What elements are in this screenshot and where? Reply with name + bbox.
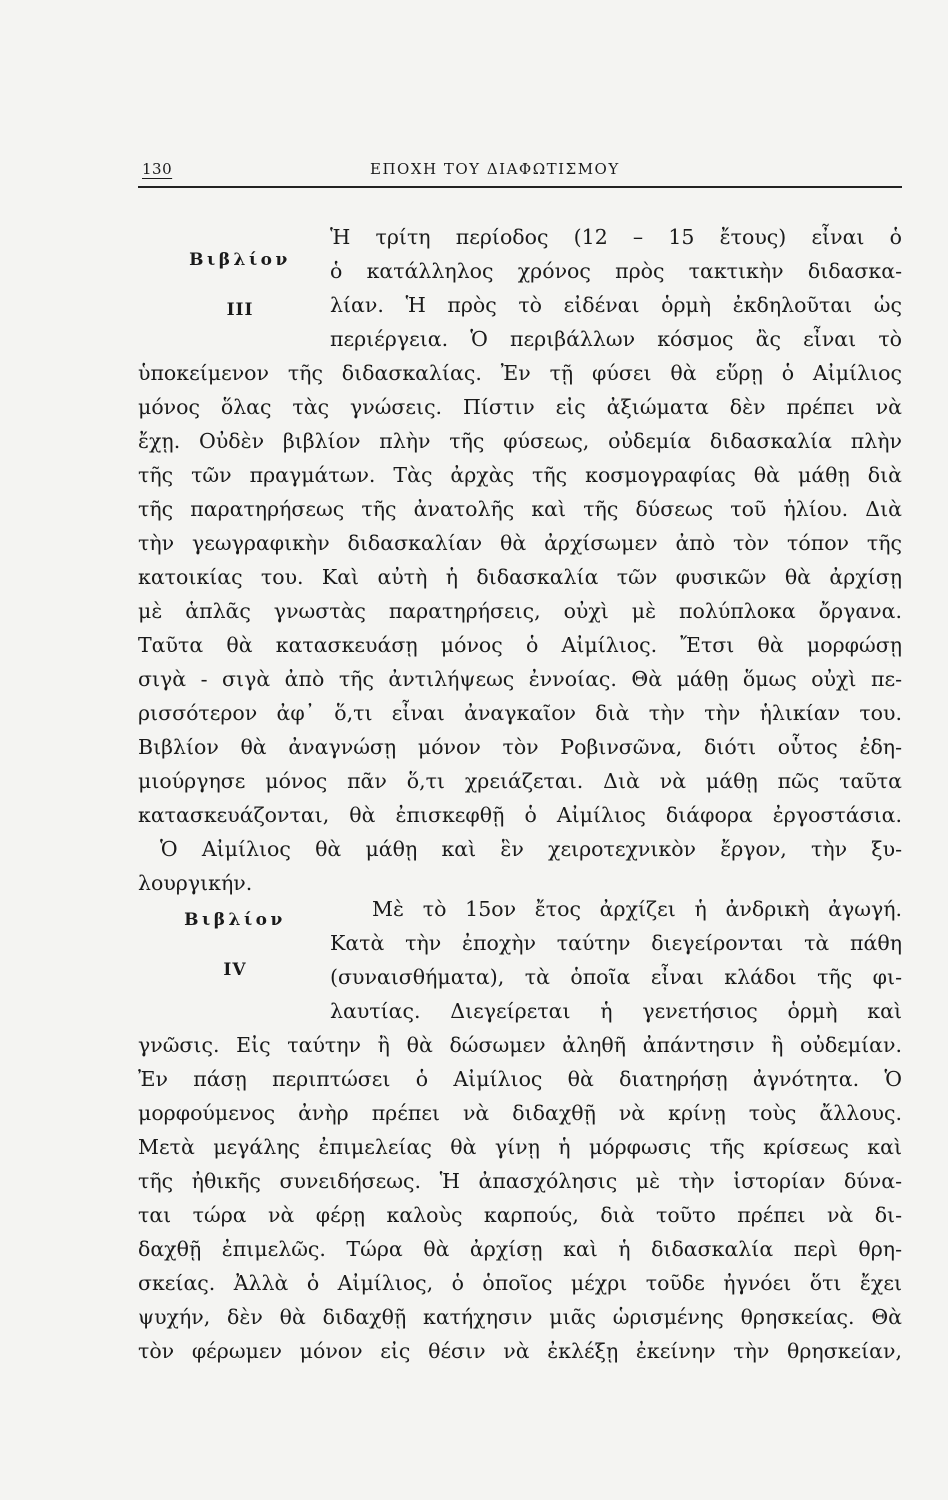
page-number: 130: [142, 160, 173, 178]
margin-note-label: Βιβλίον: [189, 250, 291, 270]
text-line: λουργικήν.: [138, 871, 253, 895]
text-line: ψυχήν, δὲν θὰ διδαχθῇ κατήχησιν μιᾶς ὡρισμένης θρησκείας. Θὰ: [138, 1305, 902, 1329]
text-line: Μὲ τὸ 15ον ἔτος ἀρχίζει ἡ ἀνδρικὴ ἀγωγή.: [372, 897, 902, 921]
text-line: Μετὰ μεγάλης ἐπιμελείας θὰ γίνῃ ἡ μόρφωσις τῆς κρίσεως καὶ: [138, 1135, 902, 1159]
text-line: μιούργησε μόνος πᾶν ὅ,τι χρειάζεται. Διὰ νὰ μάθῃ πῶς ταῦτα: [138, 769, 902, 793]
text-line: σκείας. Ἀλλὰ ὁ Αἰμίλιος, ὁ ὁποῖος μέχρι τοῦδε ἠγνόει ὅτι ἔχει: [138, 1271, 902, 1295]
text-line: ὁ κατάλληλος χρόνος πρὸς τακτικὴν διδασκα-: [330, 259, 902, 283]
text-line: μὲ ἁπλᾶς γνωστὰς παρατηρήσεις, οὐχὶ μὲ πολύπλοκα ὄργανα.: [138, 599, 902, 623]
margin-note-number: III: [226, 300, 254, 320]
text-line: Κατὰ τὴν ἐποχὴν ταύτην διεγείρονται τὰ πάθη: [330, 931, 902, 955]
margin-note-number: IV: [223, 960, 247, 980]
text-line: ὑποκείμενον τῆς διδασκαλίας. Ἐν τῇ φύσει θὰ εὕρῃ ὁ Αἰμίλιος: [138, 361, 902, 385]
text-line: τῆς τῶν πραγμάτων. Τὰς ἀρχὰς τῆς κοσμογραφίας θὰ μάθῃ διὰ: [138, 463, 902, 487]
text-line: ρισσότερον ἀφ᾽ ὅ,τι εἶναι ἀναγκαῖον διὰ τὴν τὴν ἡλικίαν του.: [138, 701, 902, 725]
text-line: λαυτίας. Διεγείρεται ἡ γενετήσιος ὁρμὴ καὶ: [330, 999, 902, 1023]
text-line: γνῶσις. Εἰς ταύτην ἢ θὰ δώσωμεν ἀληθῆ ἀπάντησιν ἢ οὐδεμίαν.: [138, 1033, 902, 1057]
text-line: σιγὰ - σιγὰ ἀπὸ τῆς ἀντιλήψεως ἐννοίας. Θὰ μάθῃ ὅμως οὐχὶ πε-: [138, 667, 902, 691]
running-head-title: ΕΠΟΧΗ ΤΟΥ ΔΙΑΦΩΤΙΣΜΟΥ: [370, 160, 620, 178]
text-line: Ταῦτα θὰ κατασκευάσῃ μόνος ὁ Αἰμίλιος. Ἔτσι θὰ μορφώσῃ: [138, 633, 902, 657]
text-line: κατασκευάζονται, θὰ ἐπισκεφθῇ ὁ Αἰμίλιος διάφορα ἐργοστάσια.: [138, 803, 902, 827]
text-line: τὴν γεωγραφικὴν διδασκαλίαν θὰ ἀρχίσωμεν ἀπὸ τὸν τόπον τῆς: [138, 531, 902, 555]
running-head: [138, 156, 902, 188]
text-line: (συναισθήματα), τὰ ὁποῖα εἶναι κλάδοι τῆς φι-: [330, 965, 902, 989]
text-line: λίαν. Ἡ πρὸς τὸ εἰδέναι ὁρμὴ ἐκδηλοῦται ὡς: [330, 293, 902, 317]
text-line: δαχθῇ ἐπιμελῶς. Τώρα θὰ ἀρχίσῃ καὶ ἡ διδασκαλία περὶ θρη-: [138, 1237, 902, 1261]
text-line: Ἐν πάσῃ περιπτώσει ὁ Αἰμίλιος θὰ διατηρήσῃ ἀγνότητα. Ὁ: [138, 1067, 902, 1091]
text-line: κατοικίας του. Καὶ αὐτὴ ἡ διδασκαλία τῶν φυσικῶν θὰ ἀρχίσῃ: [138, 565, 902, 589]
text-line: Βιβλίον θὰ ἀναγνώσῃ μόνον τὸν Ροβινσῶνα, διότι οὗτος ἐδη-: [138, 735, 902, 759]
margin-note-book-3: [165, 246, 315, 324]
text-line: μορφούμενος ἀνὴρ πρέπει νὰ διδαχθῇ νὰ κρίνῃ τοὺς ἄλλους.: [138, 1101, 902, 1125]
text-line: τῆς παρατηρήσεως τῆς ἀνατολῆς καὶ τῆς δύσεως τοῦ ἡλίου. Διὰ: [138, 497, 902, 521]
text-line: Ὁ Αἰμίλιος θὰ μάθῃ καὶ ἓν χειροτεχνικὸν ἔργον, τὴν ξυ-: [160, 837, 902, 861]
margin-note-book-4: [160, 906, 310, 984]
text-line: μόνος ὅλας τὰς γνώσεις. Πίστιν εἰς ἀξιώματα δὲν πρέπει νὰ: [138, 395, 902, 419]
text-line: τῆς ἠθικῆς συνειδήσεως. Ἡ ἀπασχόλησις μὲ τὴν ἱστορίαν δύνα-: [138, 1169, 902, 1193]
text-line: ται τώρα νὰ φέρῃ καλοὺς καρπούς, διὰ τοῦτο πρέπει νὰ δι-: [138, 1203, 902, 1227]
text-line: ἔχῃ. Οὐδὲν βιβλίον πλὴν τῆς φύσεως, οὐδεμία διδασκαλία πλὴν: [138, 429, 902, 453]
text-line: τὸν φέρωμεν μόνον εἰς θέσιν νὰ ἐκλέξῃ ἐκείνην τὴν θρησκείαν,: [138, 1339, 902, 1363]
text-line: περιέργεια. Ὁ περιβάλλων κόσμος ἂς εἶναι τὸ: [330, 327, 902, 351]
text-line: Ἡ τρίτη περίοδος (12 – 15 ἔτους) εἶναι ὁ: [330, 225, 902, 249]
margin-note-label: Βιβλίον: [184, 910, 286, 930]
